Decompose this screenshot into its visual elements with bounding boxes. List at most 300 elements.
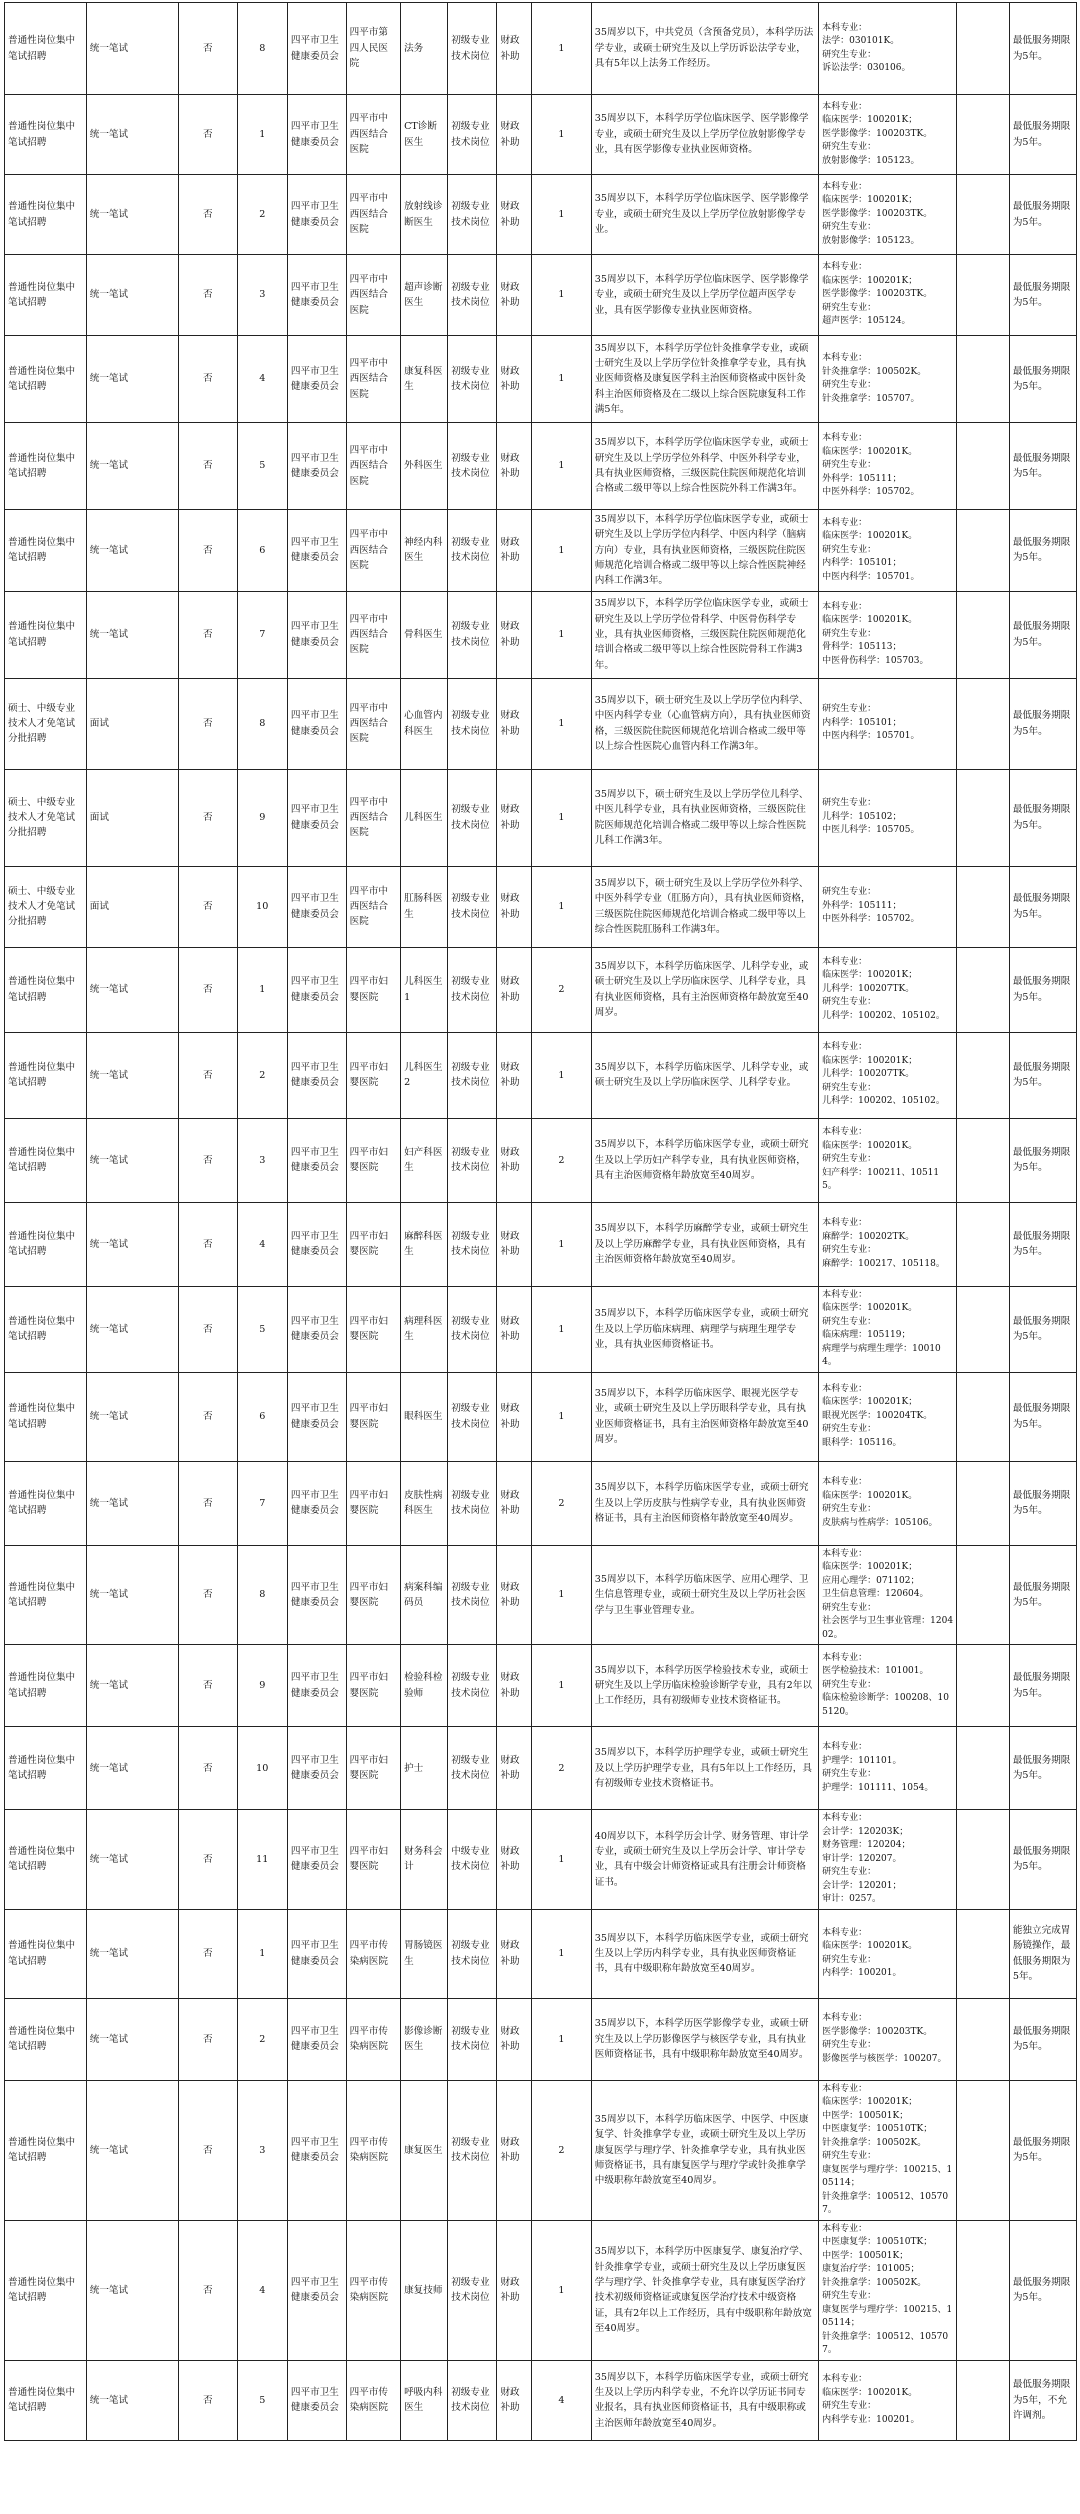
category-cell: 普通性岗位集中笔试招聘: [5, 2220, 87, 2360]
employer-cell: 四平市妇婴医院: [346, 1810, 400, 1910]
blank-cell: [957, 2080, 1009, 2220]
headcount-cell: 1: [532, 1545, 592, 1645]
category-cell: 普通性岗位集中笔试招聘: [5, 2360, 87, 2440]
post-type-cell: 初级专业技术岗位: [448, 1545, 497, 1645]
employer-cell: 四平市妇婴医院: [346, 1461, 400, 1545]
flag-cell: 否: [178, 1461, 237, 1545]
headcount-cell: 1: [532, 1810, 592, 1910]
post-type-cell: 初级专业技术岗位: [448, 678, 497, 769]
majors-cell: 本科专业： 临床医学：100201K； 中医学：100501K； 中医康复学：100510TK； 针灸推拿学：100502K。 研究生专业： 康复医学与理疗学：100215、105114； 针灸推拿学：100512、105707。: [819, 2080, 957, 2220]
department-cell: 四平市卫生健康委员会: [287, 2080, 346, 2220]
flag-cell: 否: [178, 336, 237, 423]
funding-cell: 财政补助: [497, 1032, 532, 1118]
flag-cell: 否: [178, 866, 237, 947]
requirements-cell: 35周岁以下，本科学历学位临床医学专业，或硕士研究生及以上学历学位骨科学、中医骨伤科学专业，具有执业医师资格，三级医院住院医师规范化培训合格或二级甲等以上综合性医院骨科工作满3年。: [591, 591, 818, 678]
funding-cell: 财政补助: [497, 678, 532, 769]
exam-method-cell: 统一笔试: [86, 2360, 178, 2440]
requirements-cell: 35周岁以下，本科学历临床医学专业，或硕士研究生及以上学历临床病理、病理学与病理生理学专业，具有执业医师资格证书。: [591, 1286, 818, 1372]
remark-cell: 最低服务期限为5年。: [1009, 1998, 1076, 2080]
funding-cell: 财政补助: [497, 769, 532, 866]
remark-cell: 最低服务期限为5年。: [1009, 336, 1076, 423]
funding-cell: 财政补助: [497, 1202, 532, 1286]
department-cell: 四平市卫生健康委员会: [287, 95, 346, 175]
post-number-cell: 3: [237, 1118, 287, 1202]
remark-cell: 最低服务期限为5年。: [1009, 947, 1076, 1032]
table-row: [5, 678, 1077, 769]
flag-cell: 否: [178, 2360, 237, 2440]
table-row: [5, 336, 1077, 423]
exam-method-cell: 面试: [86, 678, 178, 769]
remark-cell: 最低服务期限为5年。: [1009, 1727, 1076, 1810]
exam-method-cell: 统一笔试: [86, 255, 178, 336]
flag-cell: 否: [178, 2080, 237, 2220]
category-cell: 普通性岗位集中笔试招聘: [5, 1909, 87, 1998]
table-row: [5, 1372, 1077, 1461]
table-row: [5, 1461, 1077, 1545]
blank-cell: [957, 1286, 1009, 1372]
category-cell: 普通性岗位集中笔试招聘: [5, 255, 87, 336]
employer-cell: 四平市传染病医院: [346, 2360, 400, 2440]
category-cell: 普通性岗位集中笔试招聘: [5, 1461, 87, 1545]
department-cell: 四平市卫生健康委员会: [287, 1727, 346, 1810]
funding-cell: 财政补助: [497, 1998, 532, 2080]
headcount-cell: 1: [532, 1909, 592, 1998]
employer-cell: 四平市中西医结合医院: [346, 678, 400, 769]
table-row: [5, 1998, 1077, 2080]
post-type-cell: 初级专业技术岗位: [448, 510, 497, 592]
blank-cell: [957, 591, 1009, 678]
department-cell: 四平市卫生健康委员会: [287, 1032, 346, 1118]
flag-cell: 否: [178, 1998, 237, 2080]
employer-cell: 四平市妇婴医院: [346, 1032, 400, 1118]
post-name-cell: 骨科医生: [401, 591, 448, 678]
requirements-cell: 35周岁以下，本科学历医学检验技术专业，或硕士研究生及以上学历临床检验诊断学专业，具有2年以上工作经历，具有初级师专业技术资格证书。: [591, 1645, 818, 1727]
requirements-cell: 35周岁以下，本科学历临床医学、应用心理学、卫生信息管理专业，或硕士研究生及以上学历社会医学与卫生事业管理专业。: [591, 1545, 818, 1645]
post-type-cell: 初级专业技术岗位: [448, 175, 497, 255]
table-row: [5, 1032, 1077, 1118]
funding-cell: 财政补助: [497, 175, 532, 255]
remark-cell: 最低服务期限为5年。: [1009, 3, 1076, 95]
department-cell: 四平市卫生健康委员会: [287, 1810, 346, 1910]
majors-cell: 本科专业： 临床医学：100201K； 应用心理学：071102； 卫生信息管理：120604。 研究生专业： 社会医学与卫生事业管理：120402。: [819, 1545, 957, 1645]
post-name-cell: 康复医生: [401, 2080, 448, 2220]
post-number-cell: 2: [237, 175, 287, 255]
employer-cell: 四平市传染病医院: [346, 2220, 400, 2360]
department-cell: 四平市卫生健康委员会: [287, 591, 346, 678]
remark-cell: 最低服务期限为5年。: [1009, 1372, 1076, 1461]
table-row: [5, 947, 1077, 1032]
employer-cell: 四平市妇婴医院: [346, 1286, 400, 1372]
flag-cell: 否: [178, 3, 237, 95]
table-row: [5, 1286, 1077, 1372]
funding-cell: 财政补助: [497, 336, 532, 423]
majors-cell: 本科专业： 麻醉学：100202TK。 研究生专业： 麻醉学：100217、105118。: [819, 1202, 957, 1286]
employer-cell: 四平市中西医结合医院: [346, 255, 400, 336]
exam-method-cell: 统一笔试: [86, 510, 178, 592]
remark-cell: 最低服务期限为5年。: [1009, 423, 1076, 510]
flag-cell: 否: [178, 1118, 237, 1202]
category-cell: 普通性岗位集中笔试招聘: [5, 591, 87, 678]
requirements-cell: 35周岁以下，本科学历学位临床医学专业，或硕士研究生及以上学历学位内科学、中医内科学（脑病方向）专业，具有执业医师资格，三级医院住院医师规范化培训合格或二级甲等以上综合性医院神经内科工作满3年。: [591, 510, 818, 592]
category-cell: 普通性岗位集中笔试招聘: [5, 1645, 87, 1727]
blank-cell: [957, 2220, 1009, 2360]
post-name-cell: 儿科医生1: [401, 947, 448, 1032]
remark-cell: 最低服务期限为5年。: [1009, 1202, 1076, 1286]
requirements-cell: 35周岁以下，本科学历临床医学专业，或硕士研究生及以上学历皮肤与性病学专业，具有执业医师资格证书，具有主治医师资格年龄放宽至40周岁。: [591, 1461, 818, 1545]
department-cell: 四平市卫生健康委员会: [287, 1998, 346, 2080]
employer-cell: 四平市第四人民医院: [346, 3, 400, 95]
post-name-cell: 检验科检验师: [401, 1645, 448, 1727]
post-name-cell: 儿科医生2: [401, 1032, 448, 1118]
headcount-cell: 1: [532, 95, 592, 175]
exam-method-cell: 统一笔试: [86, 175, 178, 255]
headcount-cell: 1: [532, 678, 592, 769]
department-cell: 四平市卫生健康委员会: [287, 2220, 346, 2360]
post-number-cell: 1: [237, 947, 287, 1032]
headcount-cell: 1: [532, 1645, 592, 1727]
headcount-cell: 1: [532, 1032, 592, 1118]
table-row: [5, 2080, 1077, 2220]
blank-cell: [957, 1032, 1009, 1118]
post-name-cell: 病理科医生: [401, 1286, 448, 1372]
remark-cell: 最低服务期限为5年。: [1009, 678, 1076, 769]
department-cell: 四平市卫生健康委员会: [287, 1909, 346, 1998]
requirements-cell: 40周岁以下，本科学历会计学、财务管理、审计学专业，或硕士研究生及以上学历会计学、审计学专业，具有中级会计师资格证或具有注册会计师资格证书。: [591, 1810, 818, 1910]
category-cell: 普通性岗位集中笔试招聘: [5, 3, 87, 95]
remark-cell: 最低服务期限为5年。: [1009, 1461, 1076, 1545]
post-type-cell: 初级专业技术岗位: [448, 336, 497, 423]
table-row: [5, 3, 1077, 95]
flag-cell: 否: [178, 510, 237, 592]
majors-cell: 研究生专业： 儿科学：105102； 中医儿科学：105705。: [819, 769, 957, 866]
post-name-cell: CT诊断医生: [401, 95, 448, 175]
post-number-cell: 5: [237, 1286, 287, 1372]
flag-cell: 否: [178, 1810, 237, 1910]
category-cell: 普通性岗位集中笔试招聘: [5, 1118, 87, 1202]
blank-cell: [957, 336, 1009, 423]
blank-cell: [957, 1810, 1009, 1910]
funding-cell: 财政补助: [497, 1909, 532, 1998]
flag-cell: 否: [178, 2220, 237, 2360]
table-row: [5, 2360, 1077, 2440]
employer-cell: 四平市妇婴医院: [346, 947, 400, 1032]
funding-cell: 财政补助: [497, 95, 532, 175]
requirements-cell: 35周岁以下，中共党员（含预备党员），本科学历法学专业，或硕士研究生及以上学历诉讼法学专业，具有5年以上法务工作经历。: [591, 3, 818, 95]
remark-cell: 最低服务期限为5年。: [1009, 1810, 1076, 1910]
department-cell: 四平市卫生健康委员会: [287, 510, 346, 592]
requirements-cell: 35周岁以下，硕士研究生及以上学历学位儿科学、中医儿科学专业，具有执业医师资格，三级医院住院医师规范化培训合格或二级甲等以上综合性医院儿科工作满3年。: [591, 769, 818, 866]
category-cell: 普通性岗位集中笔试招聘: [5, 95, 87, 175]
majors-cell: 研究生专业： 内科学：105101； 中医内科学：105701。: [819, 678, 957, 769]
flag-cell: 否: [178, 1372, 237, 1461]
department-cell: 四平市卫生健康委员会: [287, 1202, 346, 1286]
post-name-cell: 神经内科医生: [401, 510, 448, 592]
exam-method-cell: 统一笔试: [86, 1727, 178, 1810]
post-number-cell: 2: [237, 1032, 287, 1118]
headcount-cell: 1: [532, 1372, 592, 1461]
requirements-cell: 35周岁以下，本科学历临床医学、儿科学专业，或硕士研究生及以上学历临床医学、儿科学专业，具有执业医师资格，具有主治医师资格年龄放宽至40周岁。: [591, 947, 818, 1032]
post-number-cell: 6: [237, 1372, 287, 1461]
employer-cell: 四平市中西医结合医院: [346, 423, 400, 510]
employer-cell: 四平市传染病医院: [346, 1909, 400, 1998]
post-type-cell: 初级专业技术岗位: [448, 1909, 497, 1998]
majors-cell: 本科专业： 法学：030101K。 研究生专业： 诉讼法学：030106。: [819, 3, 957, 95]
table-row: [5, 1645, 1077, 1727]
flag-cell: 否: [178, 947, 237, 1032]
post-number-cell: 5: [237, 423, 287, 510]
requirements-cell: 35周岁以下，本科学历临床医学、儿科学专业，或硕士研究生及以上学历临床医学、儿科学专业。: [591, 1032, 818, 1118]
exam-method-cell: 面试: [86, 866, 178, 947]
funding-cell: 财政补助: [497, 1286, 532, 1372]
post-number-cell: 2: [237, 1998, 287, 2080]
table-row: [5, 175, 1077, 255]
flag-cell: 否: [178, 1202, 237, 1286]
funding-cell: 财政补助: [497, 3, 532, 95]
exam-method-cell: 统一笔试: [86, 1545, 178, 1645]
exam-method-cell: 统一笔试: [86, 336, 178, 423]
employer-cell: 四平市传染病医院: [346, 1998, 400, 2080]
post-type-cell: 中级专业技术岗位: [448, 1810, 497, 1910]
post-name-cell: 康复科医生: [401, 336, 448, 423]
remark-cell: 最低服务期限为5年。: [1009, 591, 1076, 678]
blank-cell: [957, 947, 1009, 1032]
department-cell: 四平市卫生健康委员会: [287, 866, 346, 947]
employer-cell: 四平市妇婴医院: [346, 1202, 400, 1286]
remark-cell: 最低服务期限为5年。: [1009, 255, 1076, 336]
employer-cell: 四平市妇婴医院: [346, 1118, 400, 1202]
majors-cell: 本科专业： 临床医学：100201K。 研究生专业： 临床病理：105119； 病理学与病理生理学：100104。: [819, 1286, 957, 1372]
requirements-cell: 35周岁以下，本科学历临床医学专业，或硕士研究生及以上学历内科学专业，具有执业医师资格证书，具有中级职称年龄放宽至40周岁。: [591, 1909, 818, 1998]
post-number-cell: 9: [237, 1645, 287, 1727]
category-cell: 普通性岗位集中笔试招聘: [5, 947, 87, 1032]
flag-cell: 否: [178, 1909, 237, 1998]
majors-cell: 本科专业： 临床医学：100201K。 研究生专业： 内科学专业：100201。: [819, 2360, 957, 2440]
employer-cell: 四平市妇婴医院: [346, 1645, 400, 1727]
funding-cell: 财政补助: [497, 1810, 532, 1910]
post-number-cell: 10: [237, 1727, 287, 1810]
headcount-cell: 1: [532, 1998, 592, 2080]
post-type-cell: 初级专业技术岗位: [448, 3, 497, 95]
employer-cell: 四平市传染病医院: [346, 2080, 400, 2220]
exam-method-cell: 统一笔试: [86, 1372, 178, 1461]
flag-cell: 否: [178, 1286, 237, 1372]
blank-cell: [957, 1545, 1009, 1645]
requirements-cell: 35周岁以下，本科学历中医康复学、康复治疗学、针灸推拿学专业，或硕士研究生及以上学历康复医学与理疗学、针灸推拿学专业，具有康复医学治疗技术初级师资格证或康复医学治疗技术中级资格证，具有2年以上工作经历，具有中级职称年龄放宽至40周岁。: [591, 2220, 818, 2360]
remark-cell: 最低服务期限为5年。: [1009, 510, 1076, 592]
post-number-cell: 5: [237, 2360, 287, 2440]
department-cell: 四平市卫生健康委员会: [287, 947, 346, 1032]
post-number-cell: 1: [237, 1909, 287, 1998]
employer-cell: 四平市妇婴医院: [346, 1545, 400, 1645]
funding-cell: 财政补助: [497, 1645, 532, 1727]
post-name-cell: 外科医生: [401, 423, 448, 510]
remark-cell: 最低服务期限为5年。: [1009, 1118, 1076, 1202]
requirements-cell: 35周岁以下，本科学历临床医学、中医学、中医康复学、针灸推拿学专业，或硕士研究生及以上学历康复医学与理疗学、针灸推拿学专业，具有执业医师资格证书，具有康复医学与理疗学或针灸推拿学中级职称年龄放宽至40周岁。: [591, 2080, 818, 2220]
category-cell: 普通性岗位集中笔试招聘: [5, 1286, 87, 1372]
funding-cell: 财政补助: [497, 423, 532, 510]
post-name-cell: 胃肠镜医生: [401, 1909, 448, 1998]
remark-cell: 最低服务期限为5年。: [1009, 175, 1076, 255]
requirements-cell: 35周岁以下，本科学历学位临床医学、医学影像学专业，或硕士研究生及以上学历学位放射影像学专业，具有医学影像专业执业医师资格。: [591, 95, 818, 175]
table-row: [5, 1545, 1077, 1645]
flag-cell: 否: [178, 1727, 237, 1810]
funding-cell: 财政补助: [497, 1118, 532, 1202]
flag-cell: 否: [178, 769, 237, 866]
post-number-cell: 11: [237, 1810, 287, 1910]
remark-cell: 最低服务期限为5年。: [1009, 2080, 1076, 2220]
funding-cell: 财政补助: [497, 866, 532, 947]
majors-cell: 本科专业： 临床医学：100201K； 医学影像学：100203TK。 研究生专业： 放射影像学：105123。: [819, 95, 957, 175]
post-type-cell: 初级专业技术岗位: [448, 1286, 497, 1372]
post-type-cell: 初级专业技术岗位: [448, 866, 497, 947]
post-type-cell: 初级专业技术岗位: [448, 255, 497, 336]
post-type-cell: 初级专业技术岗位: [448, 1645, 497, 1727]
post-name-cell: 呼吸内科医生: [401, 2360, 448, 2440]
post-name-cell: 超声诊断医生: [401, 255, 448, 336]
headcount-cell: 1: [532, 423, 592, 510]
blank-cell: [957, 1372, 1009, 1461]
post-name-cell: 康复技师: [401, 2220, 448, 2360]
headcount-cell: 1: [532, 175, 592, 255]
employer-cell: 四平市中西医结合医院: [346, 769, 400, 866]
headcount-cell: 1: [532, 1202, 592, 1286]
blank-cell: [957, 678, 1009, 769]
flag-cell: 否: [178, 678, 237, 769]
blank-cell: [957, 1118, 1009, 1202]
post-type-cell: 初级专业技术岗位: [448, 591, 497, 678]
blank-cell: [957, 769, 1009, 866]
funding-cell: 财政补助: [497, 1461, 532, 1545]
post-name-cell: 影像诊断医生: [401, 1998, 448, 2080]
funding-cell: 财政补助: [497, 591, 532, 678]
flag-cell: 否: [178, 423, 237, 510]
majors-cell: 本科专业： 临床医学：100201K； 眼视光医学：100204TK。 研究生专业： 眼科学：105116。: [819, 1372, 957, 1461]
category-cell: 普通性岗位集中笔试招聘: [5, 1032, 87, 1118]
post-name-cell: 放射线诊断医生: [401, 175, 448, 255]
majors-cell: 本科专业： 临床医学：100201K； 儿科学：100207TK。 研究生专业： 儿科学：100202、105102。: [819, 1032, 957, 1118]
category-cell: 普通性岗位集中笔试招聘: [5, 1372, 87, 1461]
headcount-cell: 2: [532, 1727, 592, 1810]
post-name-cell: 心血管内科医生: [401, 678, 448, 769]
flag-cell: 否: [178, 1545, 237, 1645]
category-cell: 普通性岗位集中笔试招聘: [5, 1545, 87, 1645]
post-type-cell: 初级专业技术岗位: [448, 947, 497, 1032]
remark-cell: 能独立完成胃肠镜操作，最低服务期限为5年。: [1009, 1909, 1076, 1998]
requirements-cell: 35周岁以下，硕士研究生及以上学历学位外科学、中医外科学专业（肛肠方向），具有执业医师资格，三级医院住院医师规范化培训合格或二级甲等以上综合性医院肛肠科工作满3年。: [591, 866, 818, 947]
remark-cell: 最低服务期限为5年。: [1009, 866, 1076, 947]
majors-cell: 本科专业： 医学检验技术：101001。 研究生专业： 临床检验诊断学：100208、105120。: [819, 1645, 957, 1727]
post-number-cell: 8: [237, 1545, 287, 1645]
headcount-cell: 1: [532, 3, 592, 95]
category-cell: 普通性岗位集中笔试招聘: [5, 1202, 87, 1286]
post-type-cell: 初级专业技术岗位: [448, 95, 497, 175]
majors-cell: 本科专业： 临床医学：100201K。 研究生专业： 外科学：105111； 中医外科学：105702。: [819, 423, 957, 510]
requirements-cell: 35周岁以下，本科学历学位临床医学专业，或硕士研究生及以上学历学位外科学、中医外科学专业，具有执业医师资格，三级医院住院医师规范化培训合格或二级甲等以上综合性医院外科工作满3年。: [591, 423, 818, 510]
blank-cell: [957, 255, 1009, 336]
funding-cell: 财政补助: [497, 2080, 532, 2220]
exam-method-cell: 统一笔试: [86, 1032, 178, 1118]
remark-cell: 最低服务期限为5年。: [1009, 1645, 1076, 1727]
exam-method-cell: 统一笔试: [86, 1909, 178, 1998]
majors-cell: 本科专业： 会计学：120203K； 财务管理：120204； 审计学：120207。 研究生专业： 会计学：120201； 审计：0257。: [819, 1810, 957, 1910]
funding-cell: 财政补助: [497, 2220, 532, 2360]
table-row: [5, 591, 1077, 678]
blank-cell: [957, 2360, 1009, 2440]
exam-method-cell: 面试: [86, 769, 178, 866]
blank-cell: [957, 1909, 1009, 1998]
majors-cell: 本科专业： 中医康复学：100510TK； 中医学：100501K； 康复治疗学：101005； 针灸推拿学：100502K。 研究生专业： 康复医学与理疗学：100215、105114； 针灸推拿学：100512、105707。: [819, 2220, 957, 2360]
employer-cell: 四平市中西医结合医院: [346, 95, 400, 175]
headcount-cell: 1: [532, 866, 592, 947]
headcount-cell: 2: [532, 1461, 592, 1545]
employer-cell: 四平市中西医结合医院: [346, 175, 400, 255]
department-cell: 四平市卫生健康委员会: [287, 1118, 346, 1202]
employer-cell: 四平市妇婴医院: [346, 1727, 400, 1810]
flag-cell: 否: [178, 95, 237, 175]
blank-cell: [957, 1727, 1009, 1810]
department-cell: 四平市卫生健康委员会: [287, 1461, 346, 1545]
post-type-cell: 初级专业技术岗位: [448, 1372, 497, 1461]
blank-cell: [957, 1461, 1009, 1545]
department-cell: 四平市卫生健康委员会: [287, 2360, 346, 2440]
blank-cell: [957, 175, 1009, 255]
table-row: [5, 510, 1077, 592]
post-name-cell: 肛肠科医生: [401, 866, 448, 947]
headcount-cell: 1: [532, 510, 592, 592]
post-number-cell: 6: [237, 510, 287, 592]
category-cell: 普通性岗位集中笔试招聘: [5, 175, 87, 255]
employer-cell: 四平市中西医结合医院: [346, 866, 400, 947]
flag-cell: 否: [178, 175, 237, 255]
department-cell: 四平市卫生健康委员会: [287, 175, 346, 255]
remark-cell: 最低服务期限为5年。: [1009, 769, 1076, 866]
blank-cell: [957, 866, 1009, 947]
post-name-cell: 法务: [401, 3, 448, 95]
majors-cell: 本科专业： 临床医学：100201K。 研究生专业： 内科学：105101； 中医内科学：105701。: [819, 510, 957, 592]
funding-cell: 财政补助: [497, 947, 532, 1032]
post-number-cell: 4: [237, 1202, 287, 1286]
post-type-cell: 初级专业技术岗位: [448, 2360, 497, 2440]
exam-method-cell: 统一笔试: [86, 591, 178, 678]
category-cell: 普通性岗位集中笔试招聘: [5, 510, 87, 592]
exam-method-cell: 统一笔试: [86, 2220, 178, 2360]
category-cell: 普通性岗位集中笔试招聘: [5, 423, 87, 510]
table-row: [5, 423, 1077, 510]
flag-cell: 否: [178, 255, 237, 336]
post-name-cell: 妇产科医生: [401, 1118, 448, 1202]
post-type-cell: 初级专业技术岗位: [448, 1202, 497, 1286]
remark-cell: 最低服务期限为5年。: [1009, 1545, 1076, 1645]
employer-cell: 四平市中西医结合医院: [346, 336, 400, 423]
exam-method-cell: 统一笔试: [86, 1998, 178, 2080]
department-cell: 四平市卫生健康委员会: [287, 423, 346, 510]
category-cell: 普通性岗位集中笔试招聘: [5, 1810, 87, 1910]
majors-cell: 本科专业： 临床医学：100201K； 医学影像学：100203TK。 研究生专业： 放射影像学：105123。: [819, 175, 957, 255]
majors-cell: 本科专业： 临床医学：100201K。 研究生专业： 皮肤病与性病学：105106。: [819, 1461, 957, 1545]
post-number-cell: 3: [237, 2080, 287, 2220]
category-cell: 硕士、中级专业技术人才免笔试分批招聘: [5, 769, 87, 866]
post-number-cell: 7: [237, 1461, 287, 1545]
department-cell: 四平市卫生健康委员会: [287, 769, 346, 866]
post-number-cell: 4: [237, 2220, 287, 2360]
employer-cell: 四平市妇婴医院: [346, 1372, 400, 1461]
majors-cell: 本科专业： 针灸推拿学：100502K。 研究生专业： 针灸推拿学：105707。: [819, 336, 957, 423]
requirements-cell: 35周岁以下，本科学历学位临床医学、医学影像学专业，或硕士研究生及以上学历学位超声医学专业，具有医学影像专业执业医师资格。: [591, 255, 818, 336]
category-cell: 硕士、中级专业技术人才免笔试分批招聘: [5, 866, 87, 947]
post-number-cell: 7: [237, 591, 287, 678]
employer-cell: 四平市中西医结合医院: [346, 510, 400, 592]
post-number-cell: 1: [237, 95, 287, 175]
